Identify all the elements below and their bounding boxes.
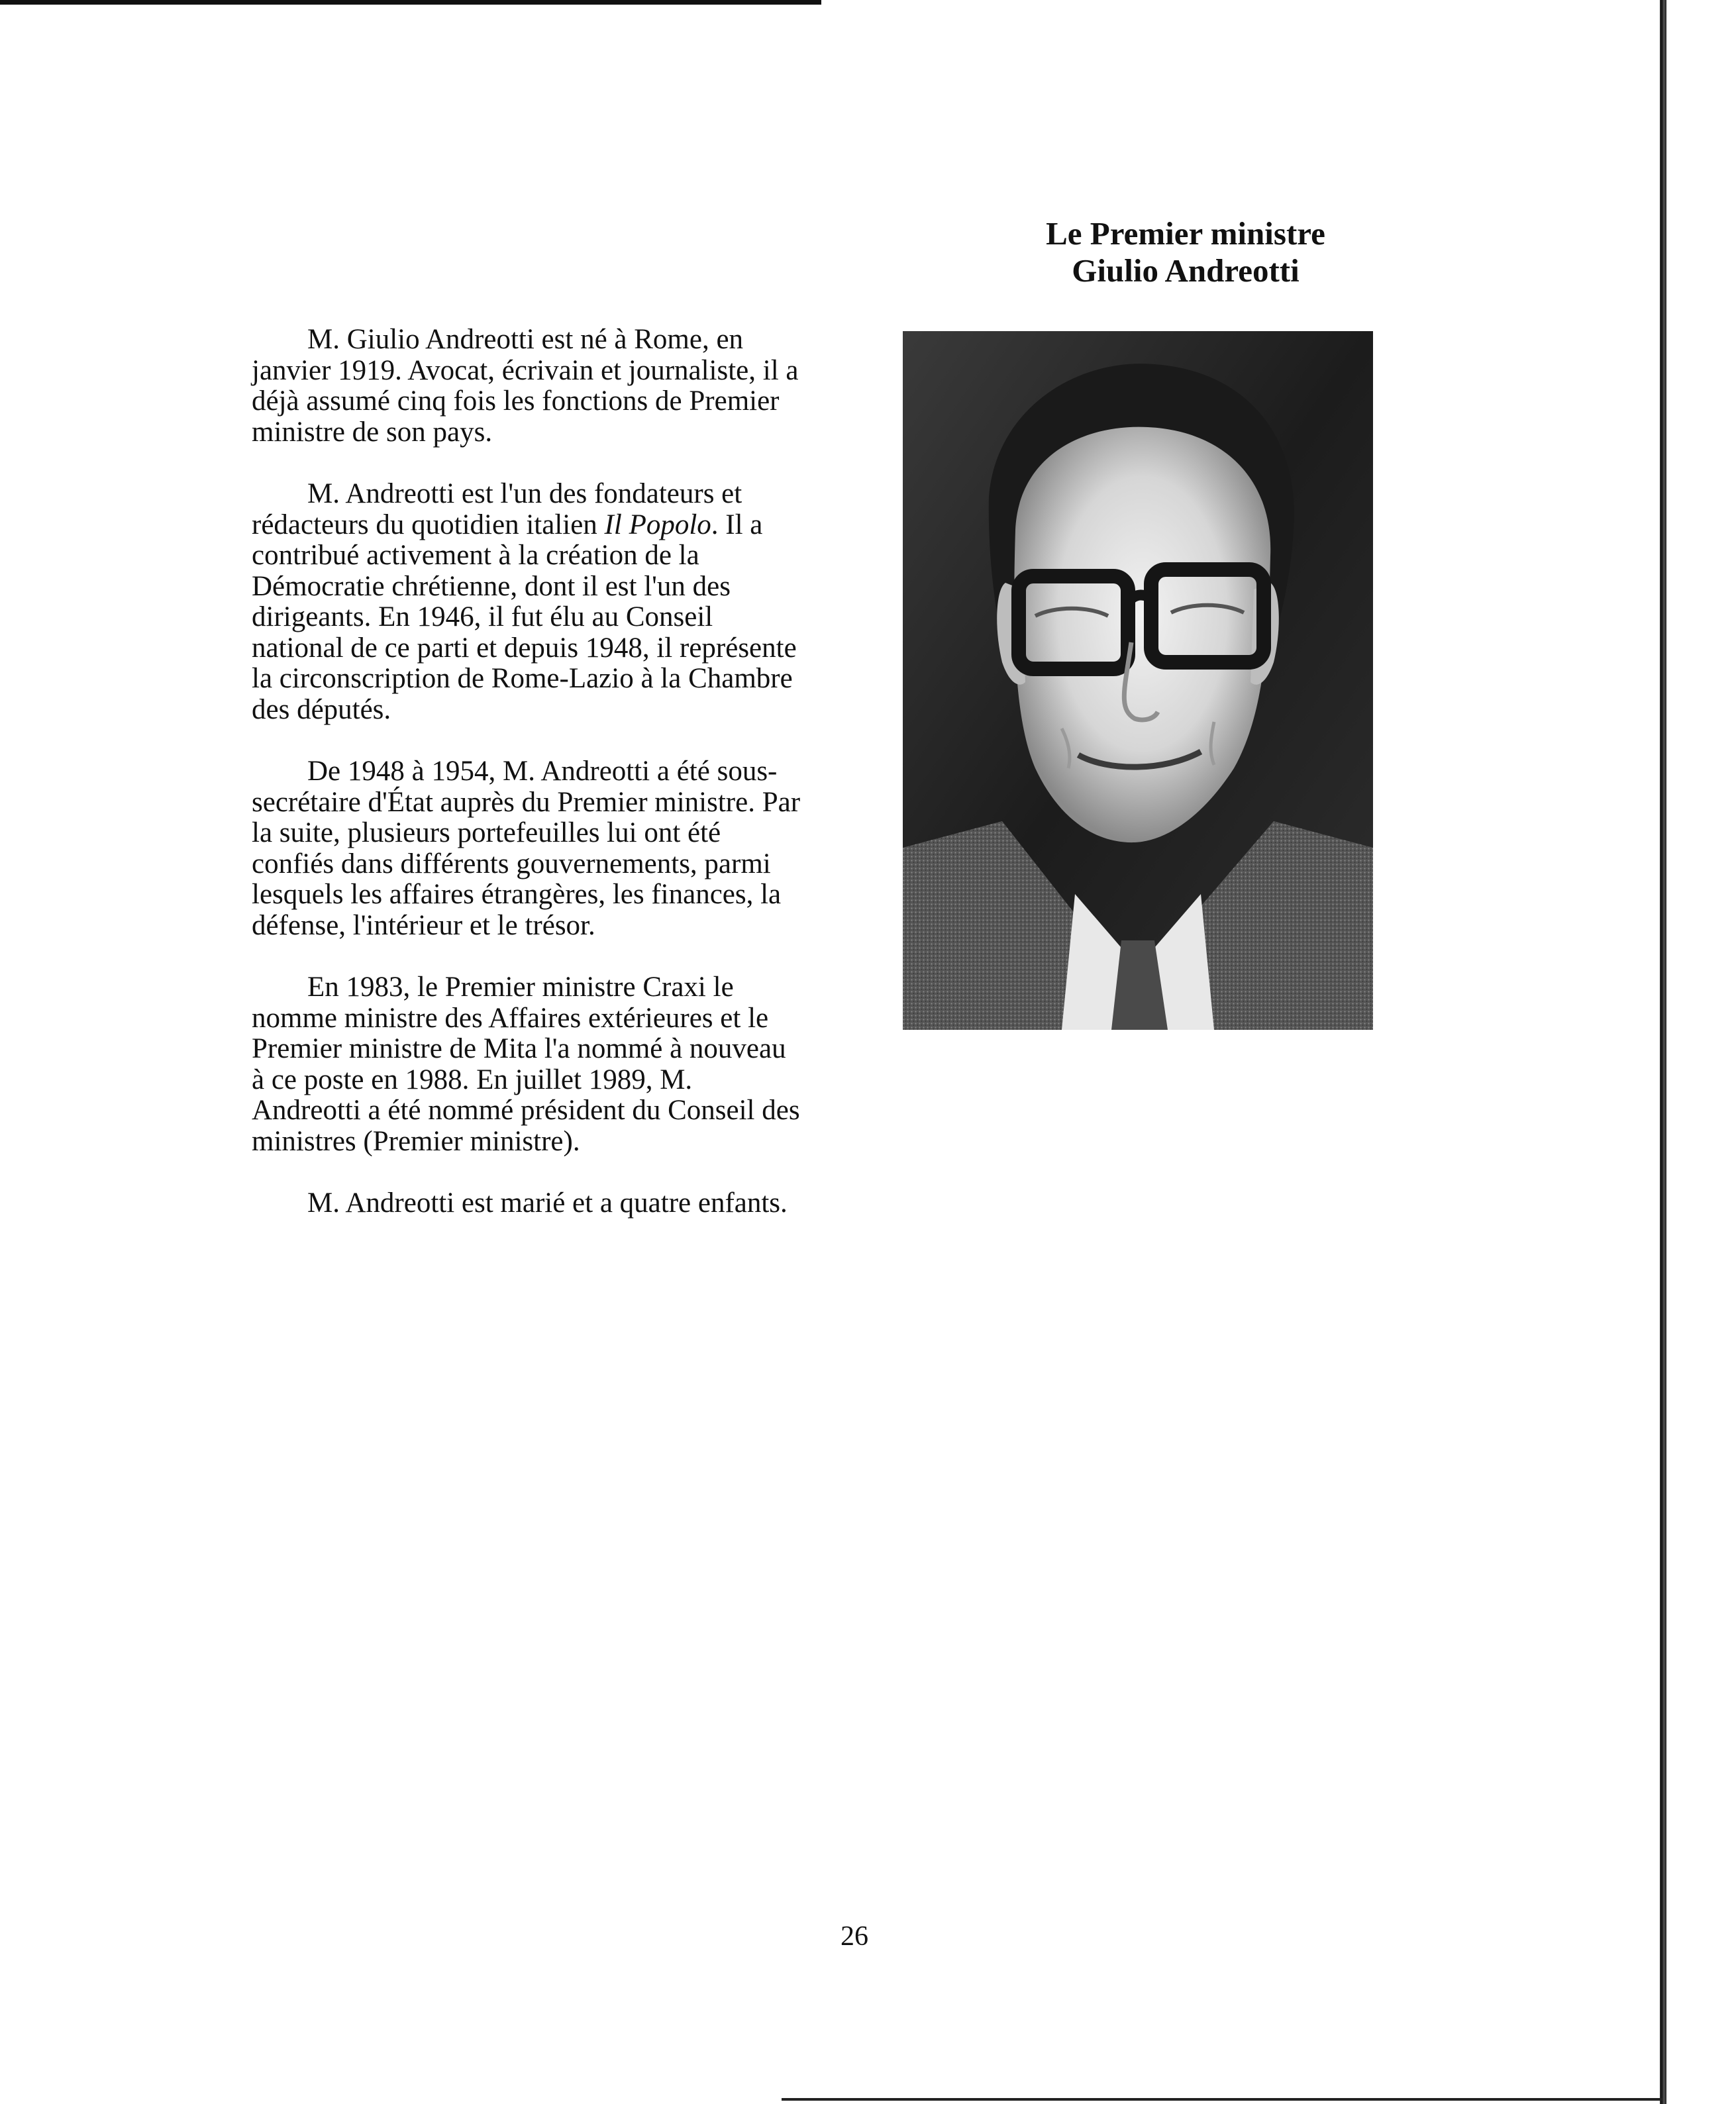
paragraph-text-start: M. Andreotti est l'un des fondateurs et rédacteurs du quotidien italien [252, 478, 742, 540]
page-edge-shadow [1660, 0, 1666, 2104]
portrait-photo [903, 331, 1373, 1030]
biography-text [252, 325, 805, 1250]
paragraph-birth: M. Giulio Andreotti est né à Rome, en janvier 1919. Avocat, écrivain et journaliste, il a déjà assumé cinq fois les fonctions de Premier ministre de son pays. [252, 324, 799, 448]
title-line-1: Le Premier ministre [1046, 215, 1325, 252]
paragraph-family: M. Andreotti est marié et a quatre enfants. [307, 1187, 788, 1219]
title-line-2: Giulio Andreotti [1072, 252, 1300, 289]
bottom-rule [782, 2098, 1662, 2101]
page-title [994, 215, 1378, 289]
paragraph-career-party [252, 479, 805, 725]
paragraph-government-roles: De 1948 à 1954, M. Andreotti a été sous-secrétaire d'État auprès du Premier ministre. Par la suite, plusieurs portefeuilles lui ont été confiés dans différents gouvernements, parmi lesquels les affaires étrangères, les finances, la défense, l'intérieur et le trésor. [252, 756, 801, 941]
top-rule [0, 0, 821, 5]
paragraph-foreign-affairs: En 1983, le Premier ministre Craxi le nomme ministre des Affaires extérieures et le Premier ministre de Mita l'a nommé à nouveau à ce poste en 1988. En juillet 1989, M. Andreotti a été nommé président du Conseil des ministres (Premier ministre). [252, 972, 800, 1157]
paragraph-text-end: . Il a contribué activement à la création de la Démocratie chrétienne, dont il est l'un des dirigeants. En 1946, il fut élu au Conseil national de ce parti et depuis 1948, il représente la circonscription de Rome-Lazio à la Chambre des députés. [252, 509, 797, 725]
page-number: 26 [841, 1921, 868, 1952]
newspaper-title: Il Popolo [604, 509, 711, 540]
